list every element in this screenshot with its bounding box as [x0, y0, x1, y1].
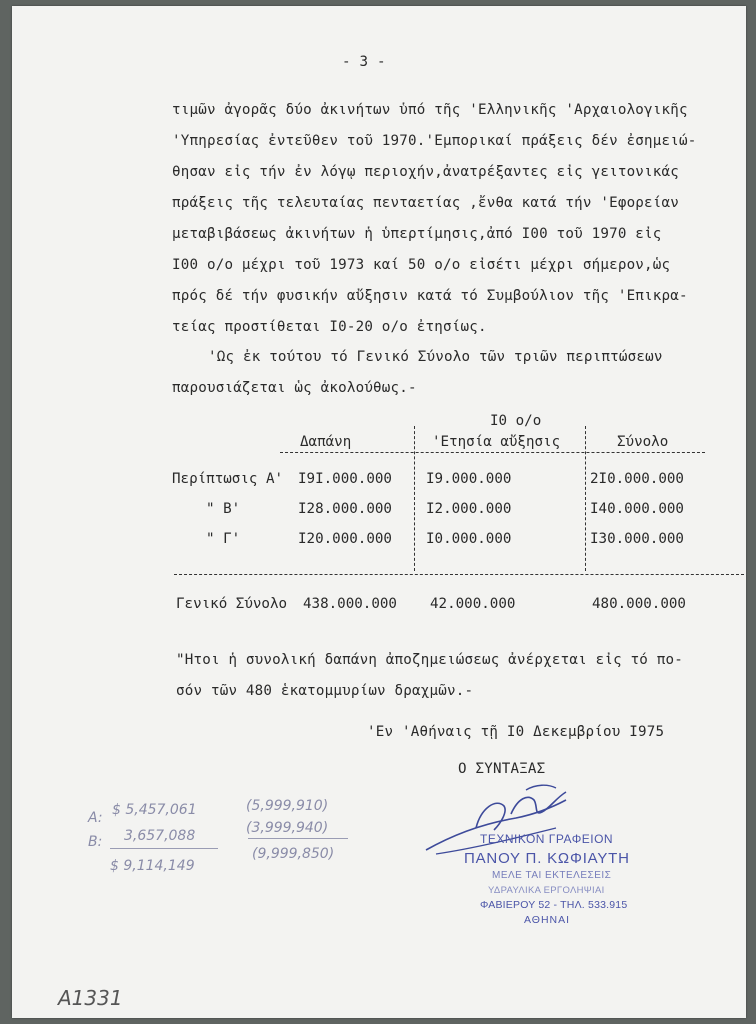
row-increase: Ι2.000.000: [426, 501, 512, 517]
grand-total-cost: 438.000.000: [303, 596, 397, 612]
date-line: 'Εν 'Αθήναις τῇ Ι0 Δεκεμβρίου Ι975: [367, 724, 665, 740]
table-header-cost: Δαπάνη: [300, 434, 352, 450]
pencil-rule: [110, 848, 218, 849]
table-header-increase: 'Ετησία αὔξησις: [432, 434, 561, 450]
stamp-line: ΤΕΧΝΙΚΟΝ ΓΡΑΦΕΙΟΝ: [480, 832, 614, 846]
paragraph-line: τείας προστίθεται Ι0-20 ο/ο ἐτησίως.: [172, 319, 487, 335]
row-label: Περίπτωσις Α': [172, 471, 284, 487]
stamp-line: ΑΘΗΝΑΙ: [524, 914, 571, 926]
row-total: 2Ι0.000.000: [590, 471, 684, 487]
signature-title: Ο ΣΥΝΤΑΞΑΣ: [458, 761, 546, 777]
pencil-label: A:: [88, 810, 103, 826]
grand-total-increase: 42.000.000: [430, 596, 516, 612]
paragraph-line: 'Υπηρεσίας ἐντεῦθεν τοῦ 1970.'Εμπορικαί πράξεις δέν ἐσημειώ-: [172, 133, 697, 149]
pencil-value: $ 5,457,061: [112, 802, 197, 818]
conclusion-line: "Ητοι ἡ συνολική δαπάνη ἀποζημειώσεως ἀνέρχεται εἰς τό πο-: [176, 652, 684, 668]
row-cost: Ι20.000.000: [298, 531, 392, 547]
pencil-value: 3,657,088: [124, 828, 196, 844]
paragraph-line: θησαν εἰς τήν ἐν λόγῳ περιοχήν,ἀνατρέξαντες εἰς γειτονικάς: [172, 164, 680, 180]
row-cost: Ι28.000.000: [298, 501, 392, 517]
stamp-line: ΠΑΝΟΥ Π. ΚΩΦΙΑΥΤΗ: [464, 850, 630, 867]
paragraph-line: Ι00 ο/ο μέχρι τοῦ 1973 καί 50 ο/ο εἰσέτι μέχρι σήμερον,ὡς: [172, 257, 671, 273]
grand-total-total: 480.000.000: [592, 596, 686, 612]
table-header-top: Ι0 ο/ο: [490, 413, 542, 429]
pencil-rule: [248, 838, 348, 839]
row-cost: Ι9Ι.000.000: [298, 471, 392, 487]
paragraph-line: 'Ως ἐκ τούτου τό Γενικό Σύνολο τῶν τριῶν περιπτώσεων: [208, 349, 663, 365]
row-total: Ι30.000.000: [590, 531, 684, 547]
stamp-line: ΜΕΛΕ ΤΑΙ ΕΚΤΕΛΕΣΕΙΣ: [492, 870, 612, 881]
pencil-value: $ 9,114,149: [110, 858, 195, 874]
paragraph-line: τιμῶν ἀγορᾶς δύο ἀκινήτων ὑπό τῆς 'Ελληνικῆς 'Αρχαιολογικῆς: [172, 102, 688, 118]
archive-code: A1331: [58, 986, 123, 1010]
header-rule: [280, 452, 705, 453]
pencil-label: B:: [88, 834, 103, 850]
page-number: - 3 -: [342, 54, 386, 70]
stamp-line: ΥΔΡΑΥΛΙΚΑ ΕΡΓΟΛΗΨΙΑΙ: [488, 885, 605, 896]
row-increase: Ι9.000.000: [426, 471, 512, 487]
paragraph-line: πράξεις τῆς τελευταίας πενταετίας ,ἔνθα κατά τήν 'Εφορείαν: [172, 195, 680, 211]
pencil-value: (9,999,850): [252, 846, 335, 862]
column-divider-1: [414, 426, 415, 571]
row-total: Ι40.000.000: [590, 501, 684, 517]
paragraph-line: παρουσιάζεται ὡς ἀκολούθως.-: [172, 380, 417, 396]
row-label: " Γ': [206, 531, 241, 547]
document-page: [12, 6, 746, 1018]
conclusion-line: σόν τῶν 480 ἑκατομμυρίων δραχμῶν.-: [176, 683, 474, 699]
pencil-value: (3,999,940): [246, 820, 329, 836]
table-header-total: Σύνολο: [617, 434, 669, 450]
column-divider-2: [585, 426, 586, 571]
paragraph-line: μεταβιβάσεως ἀκινήτων ἡ ὑπερτίμησις,ἀπό Ι00 τοῦ 1970 εἰς: [172, 226, 662, 242]
total-rule: [174, 574, 744, 575]
pencil-value: (5,999,910): [246, 798, 329, 814]
stamp-line: ΦΑΒΙΕΡΟΥ 52 - ΤΗΛ. 533.915: [480, 899, 628, 911]
grand-total-label: Γενικό Σύνολο: [176, 596, 288, 612]
row-label: " Β': [206, 501, 241, 517]
row-increase: Ι0.000.000: [426, 531, 512, 547]
paragraph-line: πρός δέ τήν φυσικήν αὔξησιν κατά τό Συμβούλιον τῆς 'Επικρα-: [172, 288, 688, 304]
